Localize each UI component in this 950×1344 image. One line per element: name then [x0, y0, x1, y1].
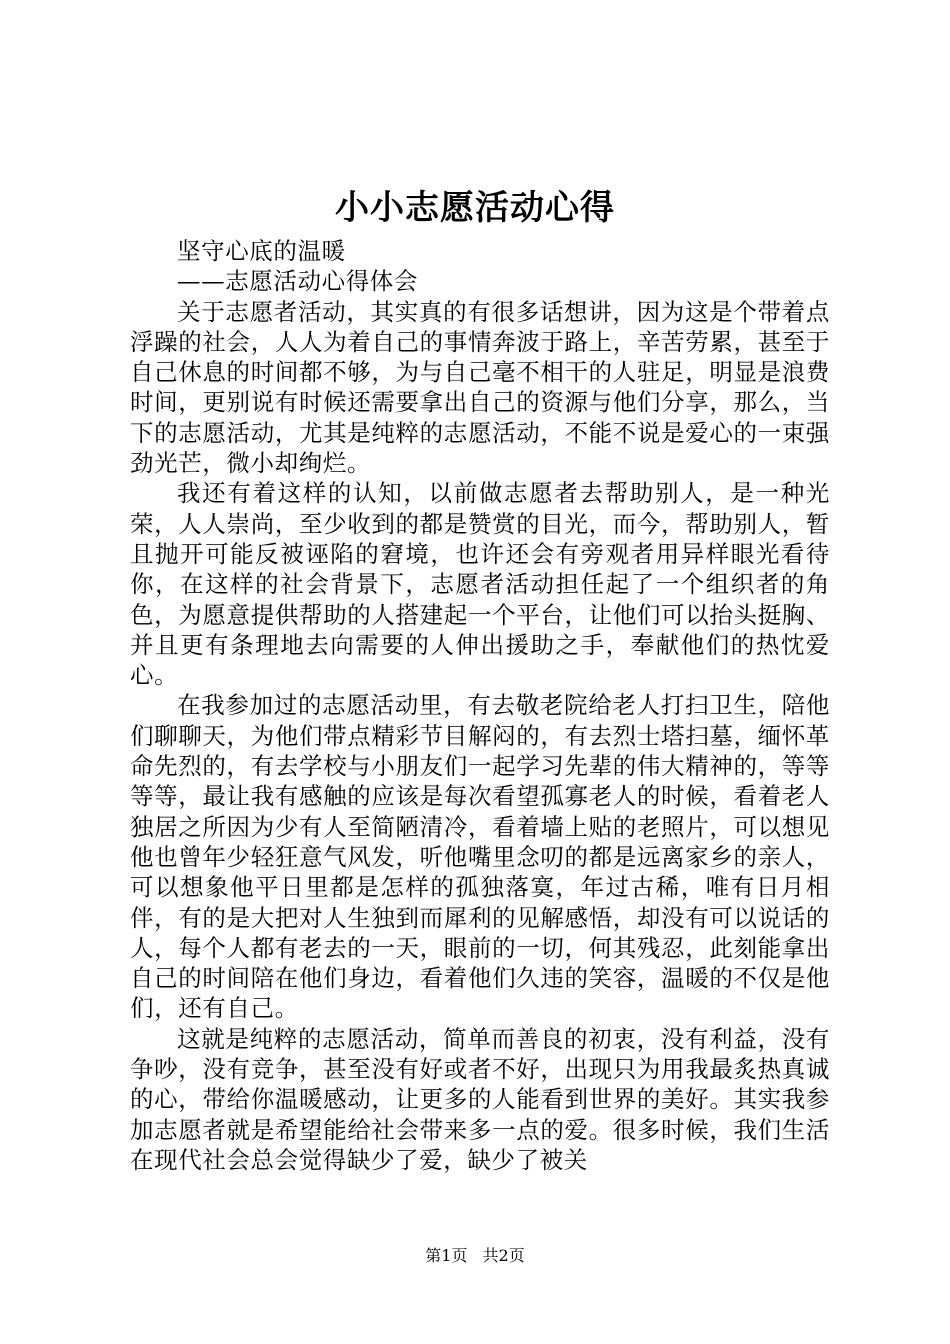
page-number-current: 第1页	[425, 1246, 468, 1265]
document-subtitle: 坚守心底的温暖	[177, 237, 346, 265]
paragraph: 关于志愿者活动，其实真的有很多话想讲，因为这是个带着点浮躁的社会，人人为着自己的事情奔波于路上，辛苦劳累，甚至于自己休息的时间都不够，为与自己毫不相干的人驻足，明显是浪费时间，更别说有时候还需要拿出自己的资源与他们分享，那么，当下的志愿活动，尤其是纯粹的志愿活动，不能不说是爱心的一束强劲光芒，微小却绚烂。	[130, 297, 830, 478]
page-footer	[0, 1244, 950, 1268]
document-title: 小小志愿活动心得	[335, 188, 615, 228]
document-body	[130, 236, 830, 1175]
paragraph: 这就是纯粹的志愿活动，简单而善良的初衷，没有利益，没有争吵，没有竞争，甚至没有好或者不好，出现只为用我最炙热真诚的心，带给你温暖感动，让更多的人能看到世界的美好。其实我参加志愿者就是希望能给社会带来多一点的爱。很多时候，我们生活在现代社会总会觉得缺少了爱，缺少了被关	[130, 1024, 830, 1174]
paragraph: 我还有着这样的认知，以前做志愿者去帮助别人，是一种光荣，人人崇尚，至少收到的都是赞赏的目光，而今，帮助别人，暂且抛开可能反被诬陷的窘境，也许还会有旁观者用异样眼光看待你，在这样的社会背景下，志愿者活动担任起了一个组织者的角色，为愿意提供帮助的人搭建起一个平台，让他们可以抬头挺胸、并且更有条理地去向需要的人伸出援助之手，奉献他们的热忱爱心。	[130, 479, 830, 690]
page-number-total: 共2页	[482, 1246, 525, 1265]
paragraph: 在我参加过的志愿活动里，有去敬老院给老人打扫卫生，陪他们聊聊天，为他们带点精彩节目解闷的，有去烈士塔扫墓，缅怀革命先烈的，有去学校与小朋友们一起学习先辈的伟大精神的，等等等等，最让我有感触的应该是每次看望孤寡老人的时候，看着老人独居之所因为少有人至简陋清冷，看着墙上贴的老照片，可以想见他也曾年少轻狂意气风发，听他嘴里念叨的都是远离家乡的亲人，可以想象他平日里都是怎样的孤独落寞，年过古稀，唯有日月相伴，有的是大把对人生独到而犀利的见解感悟，却没有可以说话的人，每个人都有老去的一天，眼前的一切，何其残忍，此刻能拿出自己的时间陪在他们身边，看着他们久违的笑容，温暖的不仅是他们，还有自己。	[130, 691, 830, 1023]
document-subheading: ——志愿活动心得体会	[177, 267, 418, 296]
